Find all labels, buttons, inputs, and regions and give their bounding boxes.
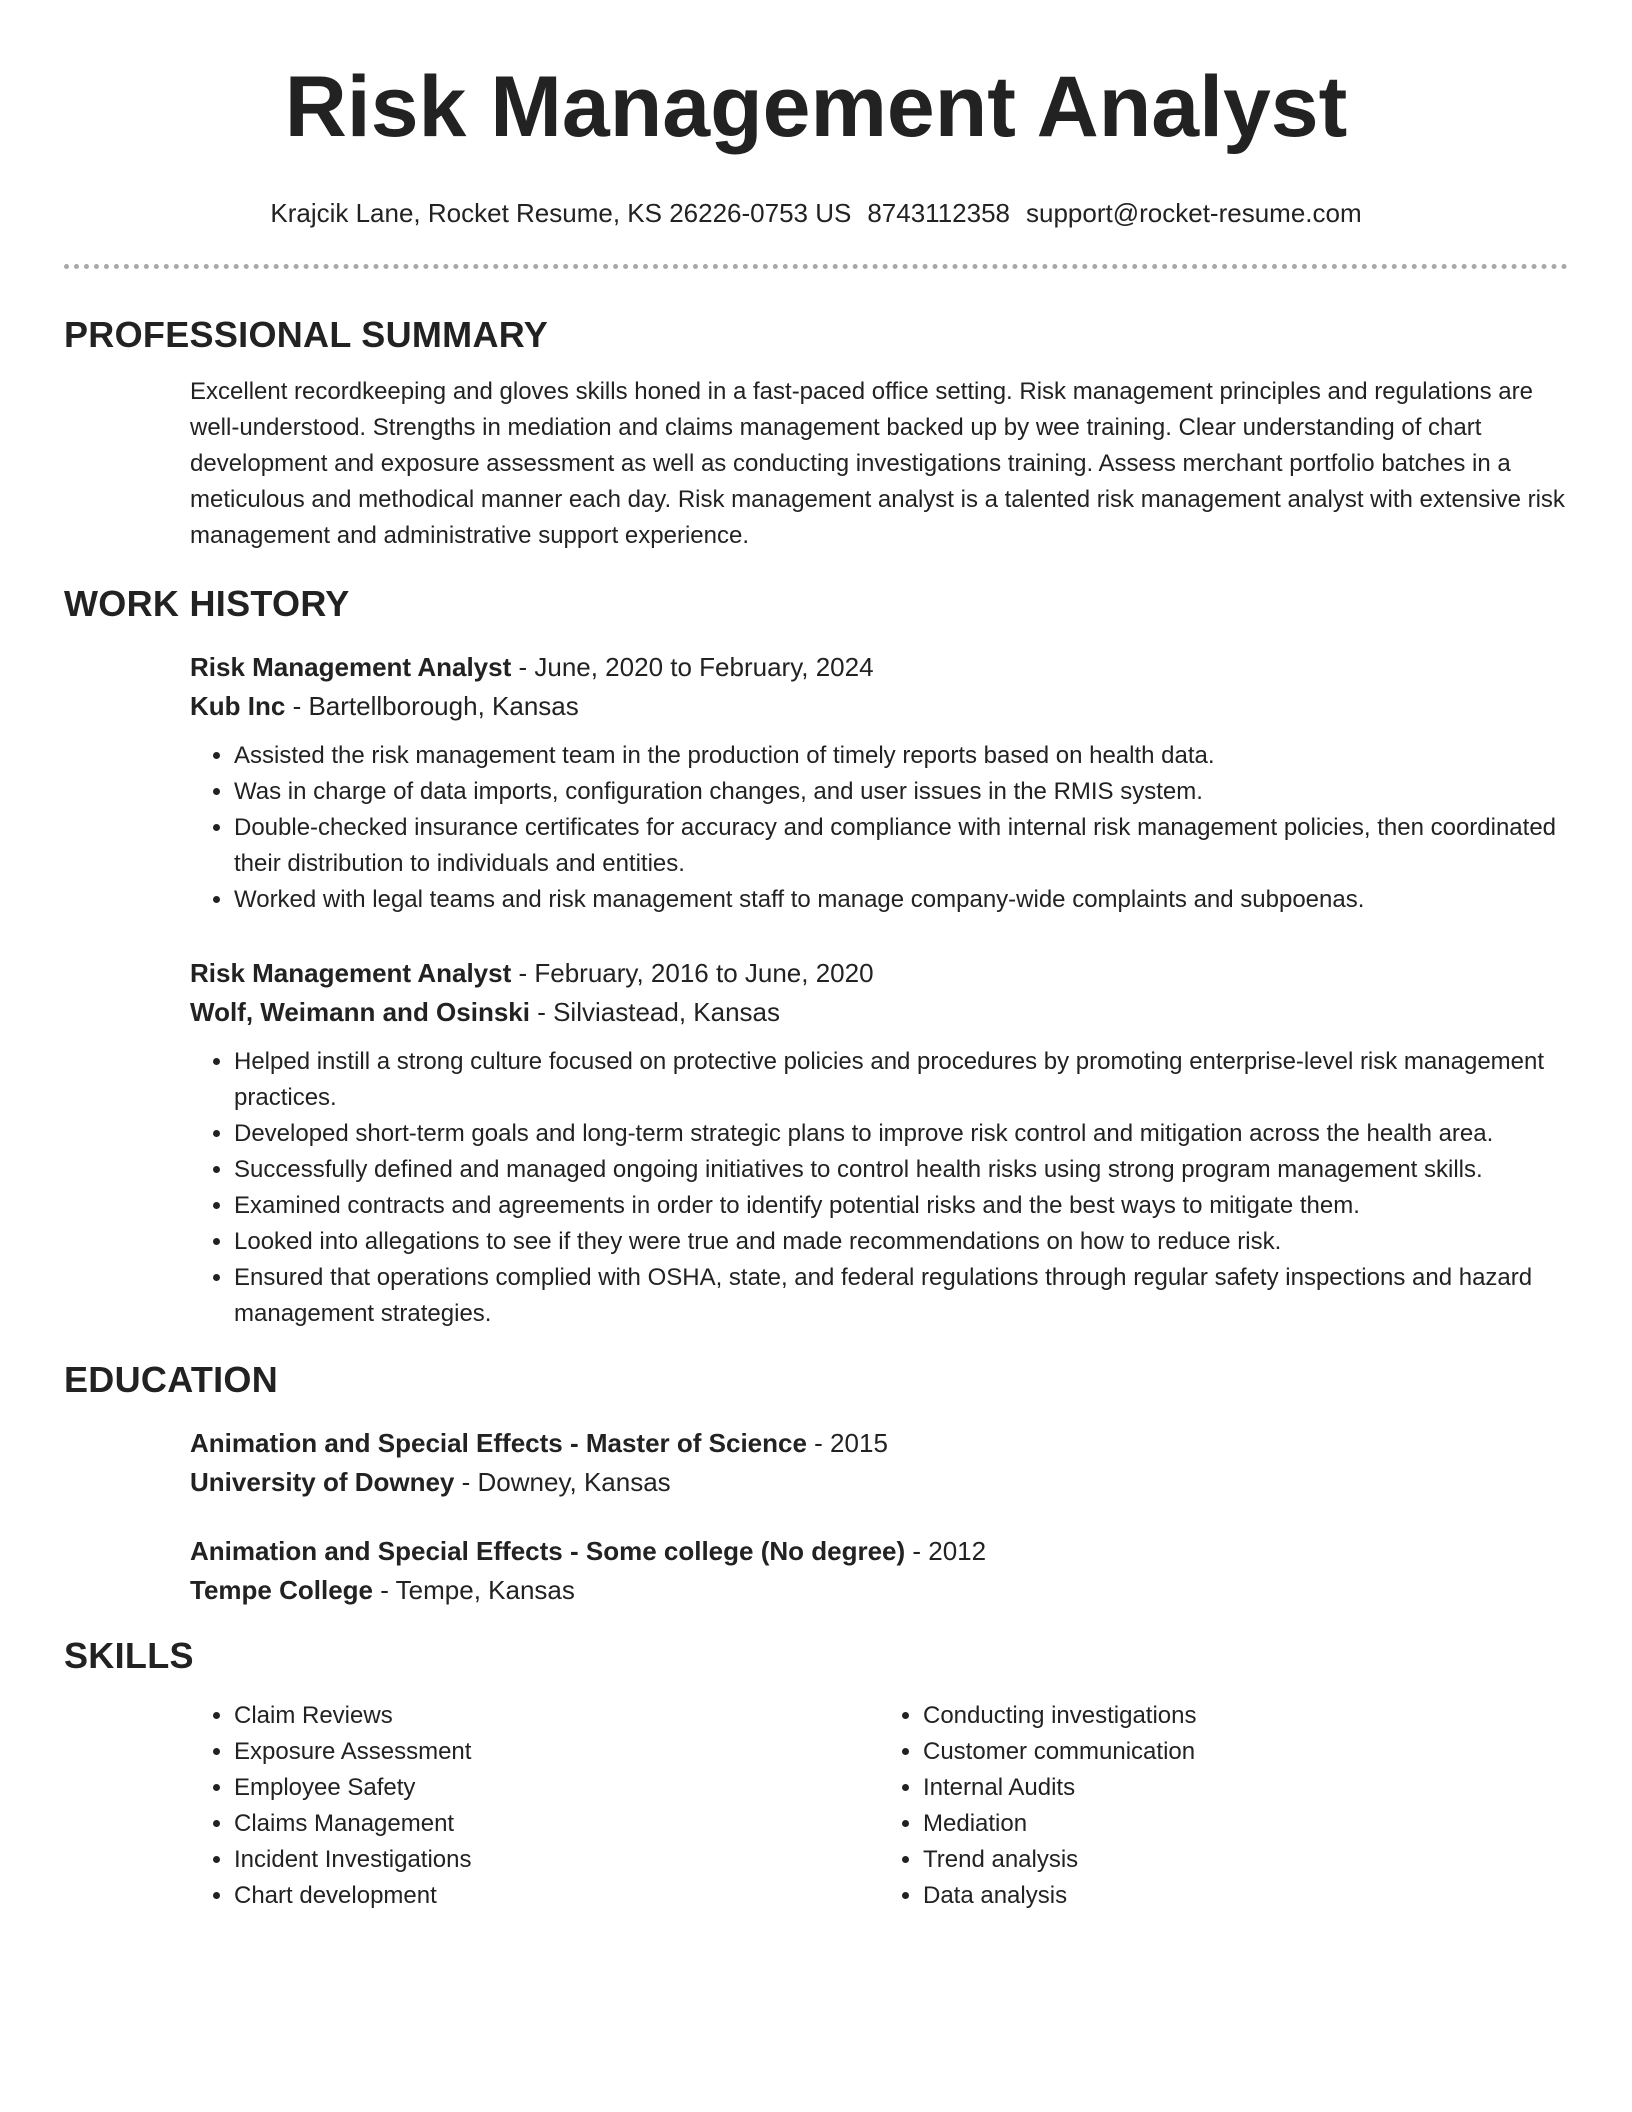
education-heading: EDUCATION [64,1359,279,1400]
skills-column-left [190,1698,879,1914]
job-location: - Silviastead, Kansas [529,997,780,1027]
header-divider [64,264,1568,269]
job-bullet: • Helped instill a strong culture focused on protective policies and procedures by promoting enterprise-level risk management practices. [234,1044,1568,1116]
contact-email: support@rocket-resume.com [1026,198,1362,228]
skill-item: • Data analysis [923,1878,1568,1914]
job-bullet: • Assisted the risk management team in the production of timely reports based on health data. [234,738,1568,774]
skills-list [190,1698,1568,1914]
education-degree-line [190,1424,1568,1463]
skills-column-right [879,1698,1568,1914]
job-company: Wolf, Weimann and Osinski [190,997,530,1027]
skill-item: • Mediation [923,1806,1568,1842]
job-bullet: • Examined contracts and agreements in order to identify potential risks and the best ways to mitigate them. [234,1188,1568,1224]
education-school: University of Downey [190,1467,455,1497]
job-bullet: • Double-checked insurance certificates for accuracy and compliance with internal risk management policies, then coordinated their distribution to individuals and entities. [234,810,1568,882]
education-entry [190,1532,1568,1610]
skills-heading: SKILLS [64,1635,194,1676]
summary-text: Excellent recordkeeping and gloves skills honed in a fast-paced office setting. Risk management principles and regulations are well-understood. Strengths in mediation and claims management backed up by wee training. Clear understanding of chart development and exposure assessment as well as conducting investigations training. Assess merchant portfolio batches in a meticulous and methodical manner each day. Risk management analyst is a talented risk management analyst with extensive risk management and administrative support experience. [190,378,1565,549]
job-entry [190,648,1568,918]
job-bullet: • Developed short-term goals and long-term strategic plans to improve risk control and mitigation across the health area. [234,1116,1568,1152]
contact-address: Krajcik Lane, Rocket Resume, KS 26226-0753 US [270,198,852,228]
job-company-line [190,993,1568,1032]
job-entry [190,954,1568,1332]
skill-item: • Exposure Assessment [234,1734,879,1770]
job-title-line [190,648,1568,687]
job-title-line [190,954,1568,993]
skill-item: • Employee Safety [234,1770,879,1806]
job-dates: - February, 2016 to June, 2020 [511,958,874,988]
skill-item: • Conducting investigations [923,1698,1568,1734]
job-bullets [190,1044,1568,1332]
job-bullet: • Ensured that operations complied with OSHA, state, and federal regulations through regular safety inspections and hazard management strategies. [234,1260,1568,1332]
job-company-line [190,687,1568,726]
education-degree-line [190,1532,1568,1571]
skill-item: • Chart development [234,1878,879,1914]
job-bullet: • Looked into allegations to see if they were true and made recommendations on how to reduce risk. [234,1224,1568,1260]
summary-heading: PROFESSIONAL SUMMARY [64,314,549,355]
skill-item: • Incident Investigations [234,1842,879,1878]
contact-line [64,196,1568,230]
job-role: Risk Management Analyst [190,958,512,988]
resume-title: Risk Management Analyst [284,59,1348,155]
job-bullet: • Successfully defined and managed ongoing initiatives to control health risks using strong program management skills. [234,1152,1568,1188]
education-school: Tempe College [190,1575,374,1605]
job-role: Risk Management Analyst [190,652,512,682]
job-dates: - June, 2020 to February, 2024 [511,652,874,682]
work-history-heading: WORK HISTORY [64,583,350,624]
job-location: - Bartellborough, Kansas [285,691,579,721]
education-location: - Downey, Kansas [454,1467,671,1497]
skill-item: • Claim Reviews [234,1698,879,1734]
job-bullets [190,738,1568,918]
education-year: - 2012 [905,1536,987,1566]
education-year: - 2015 [806,1428,888,1458]
skill-item: • Customer communication [923,1734,1568,1770]
job-bullet: • Worked with legal teams and risk management staff to manage company-wide complaints and subpoenas. [234,882,1568,918]
job-bullet: • Was in charge of data imports, configuration changes, and user issues in the RMIS system. [234,774,1568,810]
job-company: Kub Inc [190,691,286,721]
education-school-line [190,1463,1568,1502]
skill-item: • Internal Audits [923,1770,1568,1806]
education-school-line [190,1571,1568,1610]
skill-item: • Claims Management [234,1806,879,1842]
education-location: - Tempe, Kansas [373,1575,575,1605]
contact-phone: 8743112358 [867,198,1011,228]
education-degree: Animation and Special Effects - Master of Science [190,1428,807,1458]
education-degree: Animation and Special Effects - Some college (No degree) [190,1536,906,1566]
skill-item: • Trend analysis [923,1842,1568,1878]
education-entry [190,1424,1568,1502]
